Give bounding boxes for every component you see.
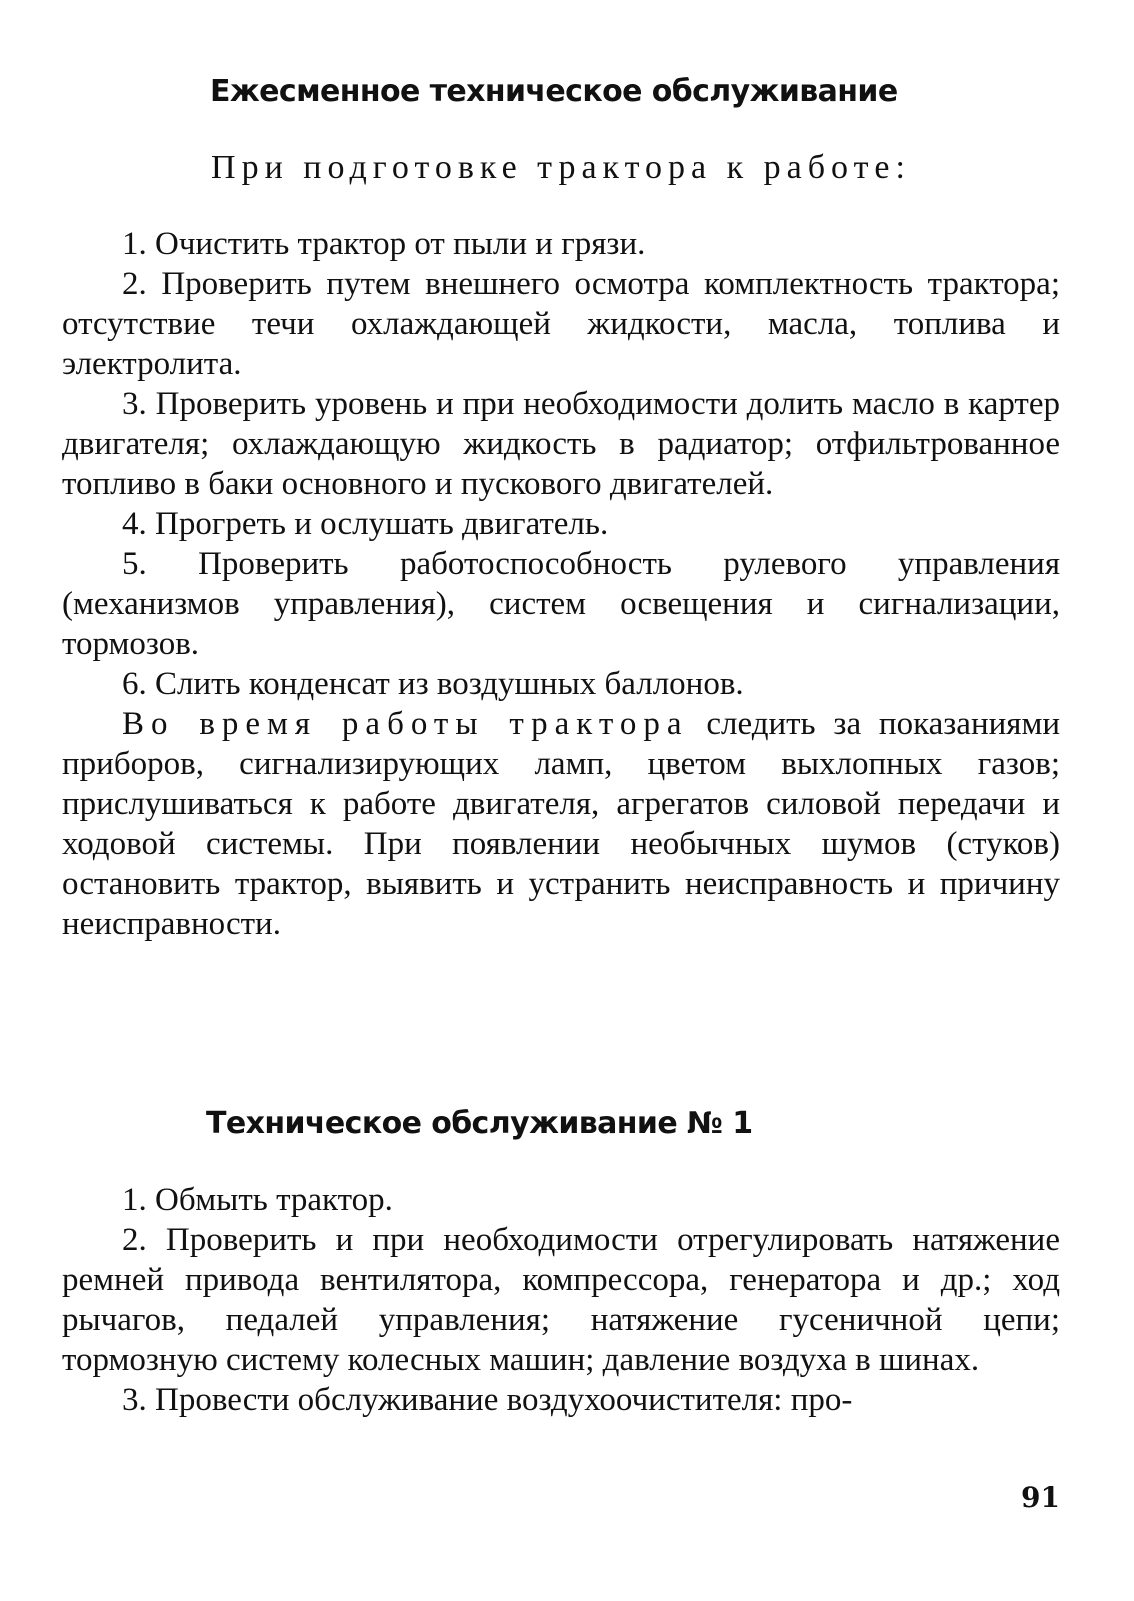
section-maintenance-1-body: [62, 1180, 1060, 1420]
section-title-maintenance-1: Техническое обслуживание № 1: [206, 1106, 753, 1141]
section-daily-maintenance-body: [62, 148, 1060, 944]
list-item: 1. Очистить трактор от пыли и грязи.: [122, 226, 646, 262]
preparation-subtitle: При подготовке трактора к работе:: [211, 149, 911, 186]
list-item: 2. Проверить путем внешнего осмотра комплектность трактора; отсутствие течи охлаждающей жидкости, масла, топлива и электролита.: [62, 266, 1060, 382]
list-item: 1. Обмыть трактор.: [122, 1182, 393, 1218]
section-title-daily-maintenance: Ежесменное техническое обслуживание: [210, 74, 898, 109]
list-item: 3. Проверить уровень и при необходимости долить масло в картер двигателя; охлаждающую жидкость в радиатор; отфильтрованное топливо в баки основного и пускового двигателей.: [62, 386, 1060, 502]
list-item: 2. Проверить и при необходимости отрегулировать натяжение ремней привода вентилятора, компрессора, генератора и др.; ход рычагов, педалей управления; натяжение гусеничной цепи; тормозную систему колесных машин; давление воздуха в шинах.: [62, 1222, 1060, 1378]
list-item: 3. Провести обслуживание воздухоочистителя: про-: [122, 1382, 853, 1418]
page-number: 91: [1021, 1481, 1060, 1514]
during-work-text: следить за показаниями приборов, сигнализирующих ламп, цветом выхлопных газов; прислушиваться к работе двигателя, агрегатов силовой передачи и ходовой системы. При появлении необычных шумов (стуков) остановить трактор, выявить и устранить неисправность и причину неисправности.: [62, 706, 1060, 942]
during-work-lead: Во время работы трактора: [122, 706, 689, 742]
list-item: 4. Прогреть и ослушать двигатель.: [122, 506, 609, 542]
during-work-paragraph: [62, 704, 1060, 944]
list-item: 6. Слить конденсат из воздушных баллонов.: [122, 666, 744, 702]
list-item: 5. Проверить работоспособность рулевого управления (механизмов управления), систем освещения и сигнализации, тормозов.: [62, 546, 1060, 662]
document-page: [62, 0, 1060, 1601]
